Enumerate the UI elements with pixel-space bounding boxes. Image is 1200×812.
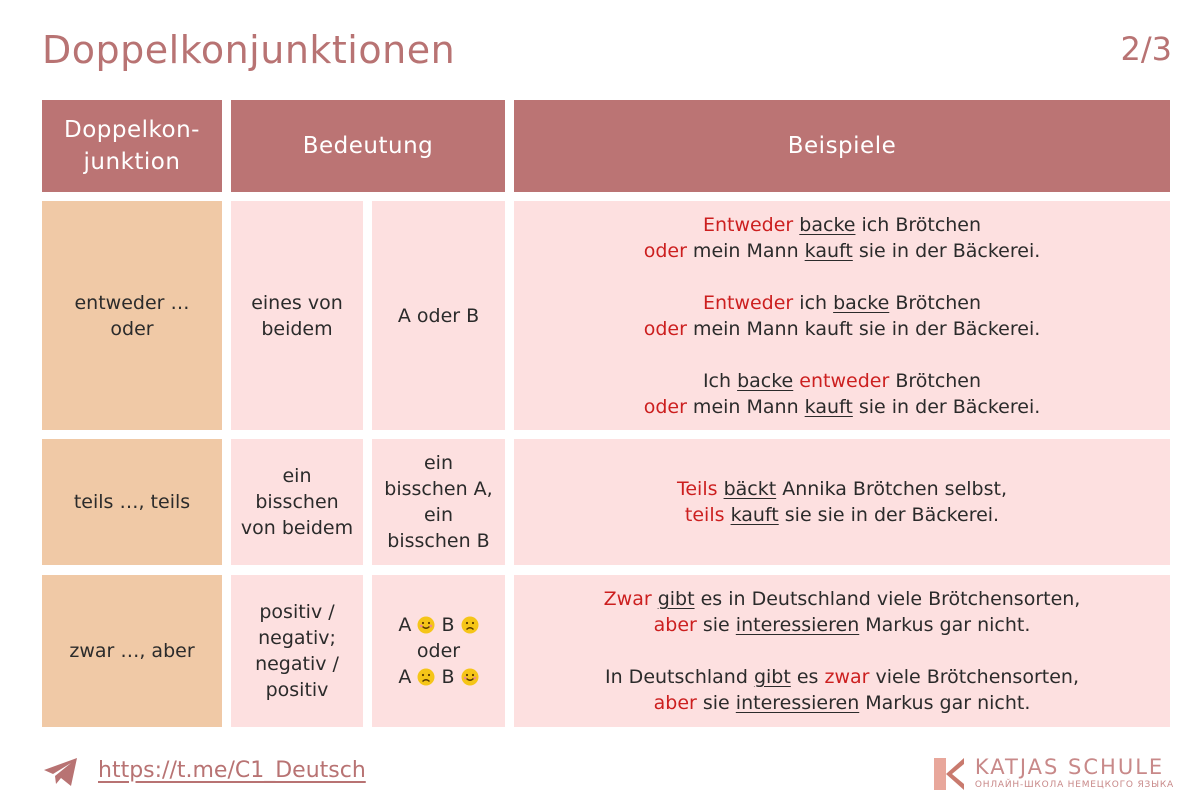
scheme-text: oder	[416, 640, 461, 662]
scheme-text: B	[435, 666, 461, 688]
conjunction-highlight: oder	[643, 239, 687, 262]
example-line	[703, 212, 981, 238]
example-text: ich Brötchen	[855, 213, 982, 236]
row1-conjunction	[42, 201, 222, 430]
example-text: es	[790, 666, 825, 688]
brand	[975, 755, 1174, 791]
row3-conjunction	[42, 575, 222, 727]
example-line	[654, 612, 1031, 638]
meaning-line: ein	[282, 465, 312, 487]
header-conjunction-line: Doppelkon-	[64, 117, 200, 143]
scheme-line	[398, 612, 478, 638]
row2-meaning	[231, 439, 363, 565]
telegram-icon[interactable]	[42, 756, 80, 788]
row3-examples	[514, 575, 1170, 727]
row2-examples	[514, 439, 1170, 565]
scheme-line: A oder B	[397, 304, 480, 327]
verb-underline: interessieren	[735, 614, 860, 636]
verb-underline: backe	[799, 213, 856, 236]
conjunction-highlight: zwar	[824, 666, 870, 688]
scheme-text: A	[398, 666, 418, 688]
conjunction-highlight: aber	[653, 692, 697, 714]
example-text: es in Deutschland viele Brötchensorten,	[694, 588, 1081, 610]
scheme-line	[398, 664, 478, 690]
conjunction-highlight: Entweder	[702, 291, 794, 314]
header-meaning-label: Bedeutung	[302, 133, 434, 159]
conjunction-line: entweder …	[74, 291, 190, 314]
verb-underline: bäckt	[723, 478, 777, 500]
conjunction-highlight: Teils	[676, 478, 718, 500]
meaning-line: eines von	[251, 291, 343, 314]
conjunction-line: teils …, teils	[73, 491, 191, 513]
conjunction-highlight: Zwar	[603, 588, 652, 610]
header-conjunction-line: junktion	[83, 149, 181, 175]
scheme-text: B	[435, 614, 461, 636]
header-examples-label: Beispiele	[787, 133, 897, 159]
example-text: mein Mann	[686, 239, 805, 262]
example-line	[703, 368, 981, 394]
conjunction-line: oder	[110, 317, 154, 340]
example-text: sie	[696, 614, 736, 636]
meaning-line: beidem	[261, 317, 333, 340]
row2-scheme	[372, 439, 505, 565]
scheme-line: bisschen B	[387, 530, 490, 552]
frowning-face-icon	[417, 668, 435, 686]
example-text: Brötchen	[889, 291, 982, 314]
brand-name: KATJAS SCHULE	[974, 755, 1165, 779]
row1-meaning	[231, 201, 363, 430]
meaning-line: negativ /	[255, 653, 339, 675]
row1-scheme	[372, 201, 505, 430]
scheme-text: A	[398, 614, 418, 636]
conjunction-highlight: entweder	[799, 369, 890, 392]
verb-underline: gibt	[753, 666, 791, 688]
page-number: 2/3	[1120, 30, 1172, 68]
example-line	[605, 664, 1079, 690]
row3-scheme	[372, 575, 505, 727]
header-examples	[514, 100, 1170, 192]
example-text: viele Brötchensorten,	[869, 666, 1079, 688]
verb-underline: kauft	[730, 504, 779, 526]
example-text: sie in der Bäckerei.	[852, 239, 1041, 262]
row1-examples	[514, 201, 1170, 430]
conjunction-highlight: aber	[653, 614, 697, 636]
example-line	[644, 238, 1041, 264]
scheme-line: ein	[423, 452, 453, 474]
meaning-line: negativ;	[258, 627, 336, 649]
verb-underline: interessieren	[735, 692, 860, 714]
example-line	[677, 476, 1007, 502]
brand-subtitle: ОНЛАЙН-ШКОЛА НЕМЕЦКОГО ЯЗЫКА	[974, 780, 1174, 790]
header-conjunction	[42, 100, 222, 192]
conjunction-highlight: teils	[684, 504, 725, 526]
example-text: mein Mann kauft sie in der Bäckerei.	[686, 317, 1041, 340]
conjunction-highlight: Entweder	[702, 213, 794, 236]
example-text: sie	[696, 692, 736, 714]
example-line	[604, 586, 1081, 612]
frowning-face-icon	[461, 616, 479, 634]
meaning-line: positiv /	[259, 601, 335, 623]
example-text: Markus gar nicht.	[859, 614, 1031, 636]
example-line	[644, 394, 1041, 420]
meaning-line: von beidem	[240, 517, 354, 539]
smiling-face-icon	[417, 616, 435, 634]
meaning-line: positiv	[265, 679, 329, 701]
verb-underline: backe	[833, 291, 890, 314]
scheme-line: bisschen A,	[384, 478, 493, 500]
conjunction-line: zwar …, aber	[69, 640, 195, 662]
conjunction-highlight: oder	[643, 317, 687, 340]
example-line	[654, 690, 1031, 716]
example-text: Ich	[702, 369, 738, 392]
row2-conjunction	[42, 439, 222, 565]
page-title: Doppelkonjunktionen	[42, 28, 456, 72]
example-line	[644, 316, 1041, 342]
example-line	[685, 502, 999, 528]
meaning-line: bisschen	[255, 491, 339, 513]
header-meaning	[231, 100, 505, 192]
verb-underline: kauft	[804, 239, 853, 262]
smiling-face-icon	[461, 668, 479, 686]
verb-underline: kauft	[804, 395, 853, 418]
example-text: mein Mann	[686, 395, 805, 418]
verb-underline: backe	[737, 369, 794, 392]
example-text: ich	[793, 291, 834, 314]
scheme-line: ein	[423, 504, 453, 526]
conjunction-highlight: oder	[643, 395, 687, 418]
example-text: Annika Brötchen selbst,	[776, 478, 1008, 500]
example-text: sie sie in der Bäckerei.	[778, 504, 1000, 526]
example-text: In Deutschland	[605, 666, 754, 688]
scheme-line	[417, 638, 460, 664]
row3-meaning	[231, 575, 363, 727]
verb-underline: gibt	[657, 588, 695, 610]
example-text: Brötchen	[889, 369, 982, 392]
example-line	[703, 290, 981, 316]
k-logo	[932, 756, 968, 792]
example-text: sie in der Bäckerei.	[852, 395, 1041, 418]
example-text: Markus gar nicht.	[859, 692, 1031, 714]
telegram-link[interactable]: https://t.me/C1_Deutsch	[98, 758, 366, 783]
